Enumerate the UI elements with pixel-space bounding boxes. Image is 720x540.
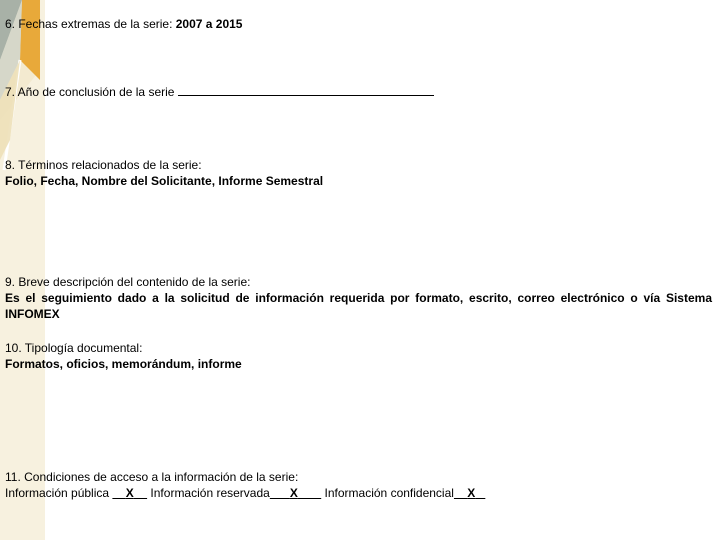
informacion-reservada-mark: X <box>289 486 298 500</box>
informacion-confidencial-blank <box>454 486 485 500</box>
terminos-relacionados-label: 8. Términos relacionados de la serie: <box>5 158 202 172</box>
informacion-confidencial-mark: X <box>467 486 476 500</box>
fechas-extremas-value: 2007 a 2015 <box>175 17 243 31</box>
field-fechas-extremas <box>5 16 712 32</box>
field-condiciones-acceso <box>5 469 712 501</box>
field-breve-descripcion <box>5 274 712 322</box>
access-options-line <box>5 486 485 500</box>
anio-conclusion-label: 7. Año de conclusión de la serie <box>5 85 178 99</box>
decorative-side-panel <box>0 0 60 540</box>
field-terminos-relacionados <box>5 157 712 189</box>
informacion-confidencial-label: Información confidencial <box>321 486 454 500</box>
field-tipologia-documental <box>5 340 712 372</box>
breve-descripcion-value: Es el seguimiento dado a la solicitud de información requerida por formato, escrito, correo electrónico o vía Sistema INFOMEX <box>5 291 712 321</box>
decorative-artwork <box>0 0 60 540</box>
condiciones-acceso-label: 11. Condiciones de acceso a la información de la serie: <box>5 470 299 484</box>
terminos-relacionados-value: Folio, Fecha, Nombre del Solicitante, Informe Semestral <box>5 174 324 188</box>
informacion-reservada-label: Información reservada <box>147 486 270 500</box>
tipologia-documental-label: 10. Tipología documental: <box>5 341 143 355</box>
field-anio-conclusion <box>5 84 712 100</box>
breve-descripcion-label: 9. Breve descripción del contenido de la serie: <box>5 275 251 289</box>
informacion-publica-mark: X <box>125 486 134 500</box>
fechas-extremas-label: 6. Fechas extremas de la serie: <box>5 17 176 31</box>
informacion-publica-label: Información pública <box>5 486 113 500</box>
informacion-publica-blank <box>112 486 147 500</box>
tipologia-documental-value: Formatos, oficios, memorándum, informe <box>5 357 242 371</box>
anio-conclusion-blank-line <box>178 84 434 96</box>
informacion-reservada-blank <box>270 486 321 500</box>
